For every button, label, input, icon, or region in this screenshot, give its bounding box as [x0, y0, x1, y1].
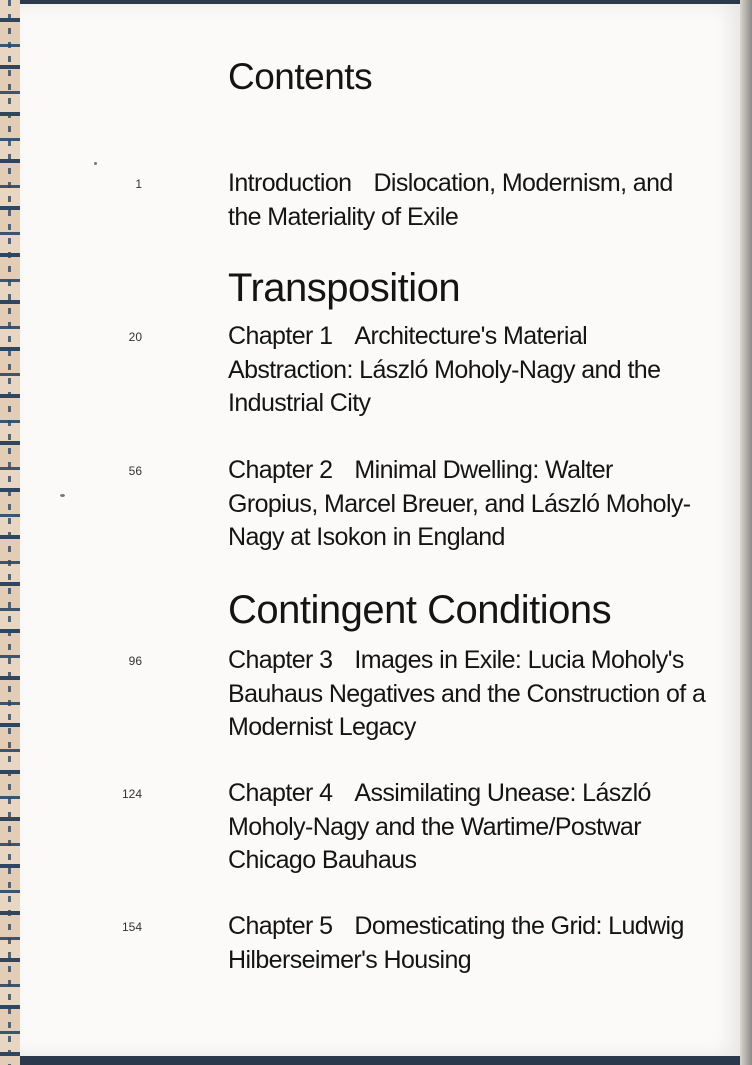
page-number: 56: [128, 464, 142, 478]
entry-label: Chapter 1: [228, 322, 333, 350]
book-spine-edge: [0, 0, 20, 1065]
page-number: 20: [128, 330, 142, 344]
toc-entry-text: [228, 777, 708, 878]
toc-entry-text: [228, 644, 708, 745]
page-right-edge: [740, 0, 752, 1065]
entry-title: Domesticating the Grid: Ludwig Hilberseimer's Housing: [228, 912, 684, 974]
page-number: 124: [121, 787, 142, 801]
toc-entry-text: [228, 167, 708, 234]
speck-mark: [94, 162, 97, 165]
toc-entry-text: [228, 454, 708, 555]
entry-title: Architecture's Material Abstraction: László Moholy-Nagy and the Industrial City: [228, 322, 661, 417]
entry-label: Chapter 4: [228, 779, 333, 807]
page-number: 96: [128, 654, 142, 668]
speck-mark: [60, 494, 65, 497]
entry-label: Chapter 5: [228, 912, 333, 940]
toc-entry-text: [228, 320, 708, 421]
page-number: 154: [121, 920, 142, 934]
entry-title: Dislocation, Modernism, and the Materiality of Exile: [228, 169, 673, 231]
section-heading-transposition: Transposition: [228, 266, 461, 310]
entry-title: Minimal Dwelling: Walter Gropius, Marcel Breuer, and László Moholy-Nagy at Isokon in England: [228, 456, 691, 551]
entry-label: Chapter 3: [228, 646, 333, 674]
contents-page: [20, 4, 740, 1056]
entry-label: Introduction: [228, 169, 352, 197]
entry-title: Images in Exile: Lucia Moholy's Bauhaus Negatives and the Construction of a Modernist Legacy: [228, 646, 706, 741]
toc-entry-text: [228, 910, 708, 977]
page-title: Contents: [228, 56, 373, 97]
entry-title: Assimilating Unease: László Moholy-Nagy and the Wartime/Postwar Chicago Bauhaus: [228, 779, 651, 874]
entry-label: Chapter 2: [228, 456, 333, 484]
section-heading-contingent-conditions: Contingent Conditions: [228, 588, 612, 632]
page-number: 1: [135, 177, 142, 191]
